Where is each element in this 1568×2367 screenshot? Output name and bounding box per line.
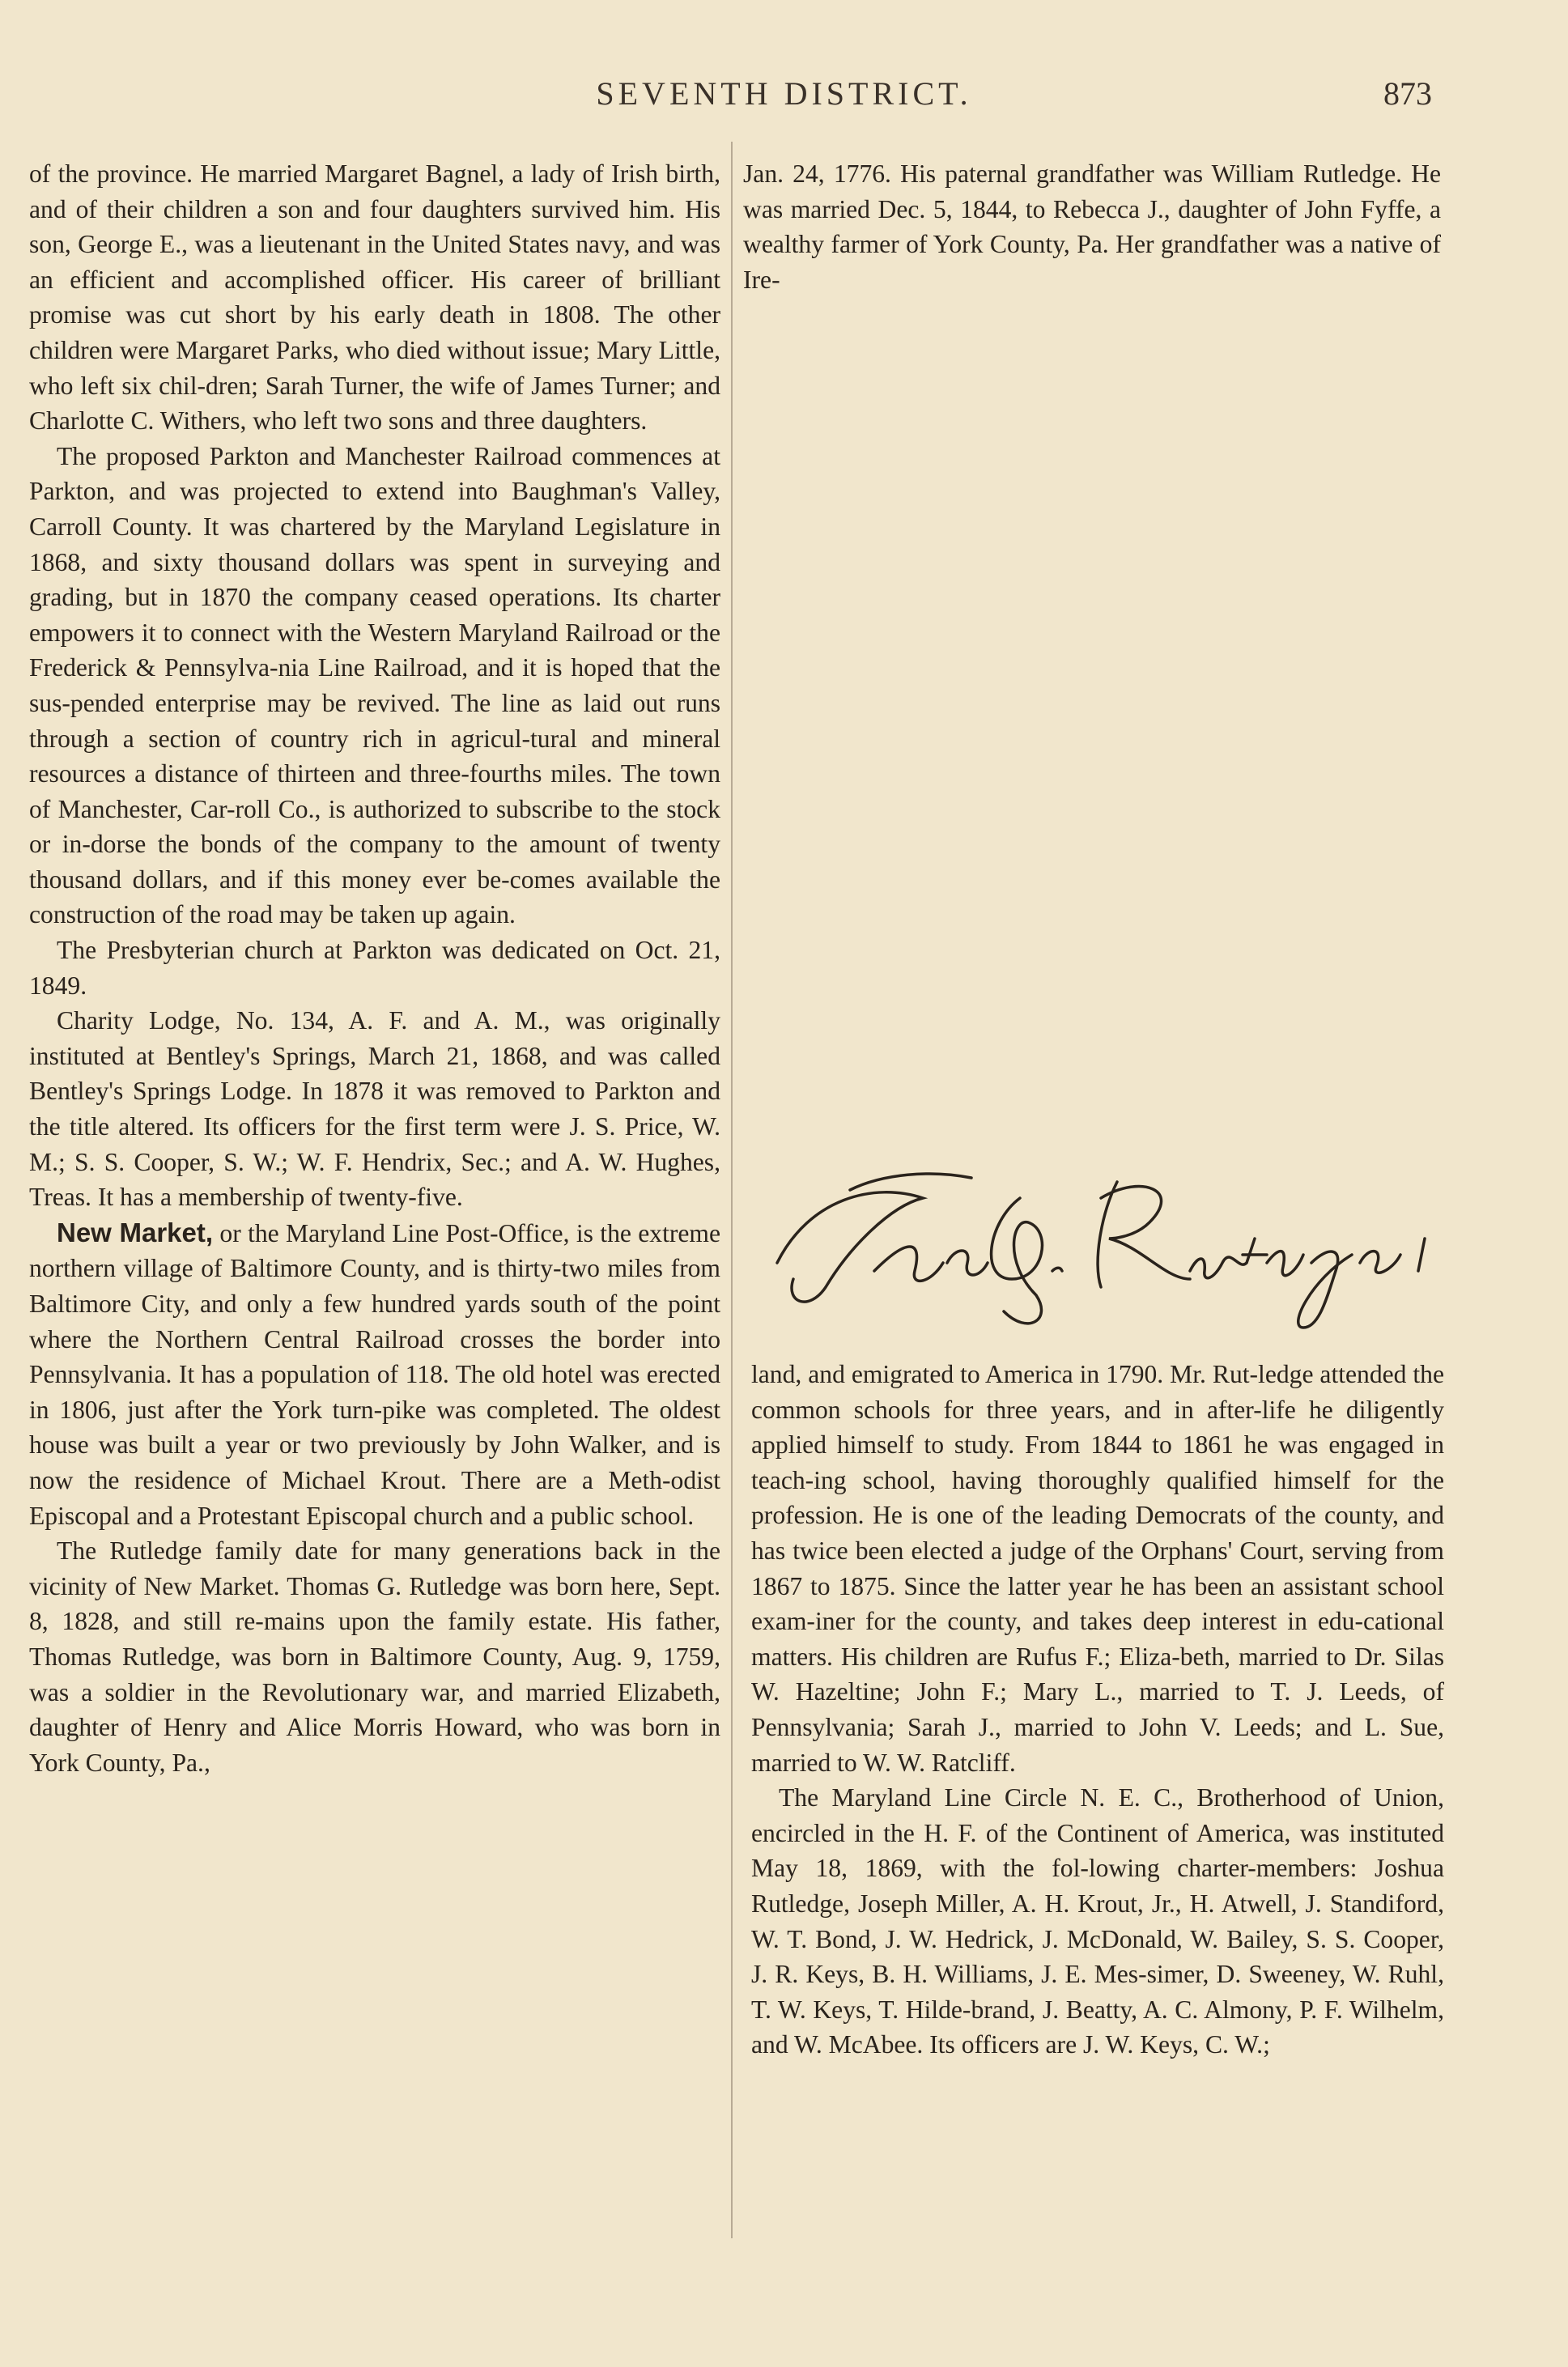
paragraph-text: or the Maryland Line Post-Office, is the extreme northern village of Baltimore County, and is thirty-two miles from Baltimore City, and only a few hundred yards south of the point where the Northern Central Railroad crosses the border into Pennsylvania. It has a population of 118. The old hotel was erected in 1806, just after the York turn-pike was completed. The oldest house was built a year or two previously by John Walker, and is now the residence of Michael Krout. There are a Meth-odist Episcopal and a Protestant Episcopal church and a public school. (29, 1218, 720, 1530)
page-title: SEVENTH DISTRICT. (596, 75, 972, 112)
page-number: 873 (1383, 75, 1432, 112)
paragraph: The Maryland Line Circle N. E. C., Brotherhood of Union, encircled in the H. F. of the Continent of America, was instituted May 18, 1869, with the fol-lowing charter-members: Joshua Rutledge, Joseph Miller, A. H. Krout, Jr., H. Atwell, J. Standiford, W. T. Bond, J. W. Hedrick, J. McDonald, W. Bailey, S. S. Cooper, J. R. Keys, B. H. Williams, J. E. Mes-simer, D. Sweeney, W. Ruhl, T. W. Keys, T. Hilde-brand, J. Beatty, A. C. Almony, P. F. Wilhelm, and W. McAbee. Its officers are J. W. Keys, C. W.; (751, 1783, 1444, 2059)
right-column-bottom (751, 1357, 1444, 2063)
running-head (0, 74, 1568, 123)
left-column (29, 156, 720, 1780)
paragraph: land, and emigrated to America in 1790. Mr. Rut-ledge attended the common schools for three years, and in after-life he diligently applied himself to study. From 1844 to 1861 he was engaged in teach-ing school, having thoroughly qualified himself for the profession. He is one of the leading Democrats of the county, and has twice been elected a judge of the Orphans' Court, serving from 1867 to 1875. Since the latter year he has been an assistant school exam-iner for the county, and takes deep interest in edu-cational matters. His children are Rufus F.; Eliza-beth, married to Dr. Silas W. Hazeltine; John F.; Mary L., married to T. J. Leeds, of Pennsylvania; Sarah J., married to John V. Leeds; and L. Sue, married to W. W. Ratcliff. (751, 1360, 1444, 1777)
paragraph: Charity Lodge, No. 134, A. F. and A. M., was originally instituted at Bentley's Springs, March 21, 1868, and was called Bentley's Springs Lodge. In 1878 it was removed to Parkton and the title altered. Its officers for the first term were J. S. Price, W. M.; S. S. Cooper, S. W.; W. F. Hendrix, Sec.; and A. W. Hughes, Treas. It has a membership of twenty-five. (29, 1006, 720, 1212)
paragraph: Jan. 24, 1776. His paternal grandfather was William Rutledge. He was married Dec. 5, 1844, to Rebecca J., daughter of John Fyffe, a wealthy farmer of York County, Pa. Her grandfather was a native of Ire- (743, 159, 1441, 294)
column-divider (731, 142, 733, 2238)
paragraph: of the province. He married Margaret Bagnel, a lady of Irish birth, and of their children a son and four daughters survived him. His son, George E., was a lieutenant in the United States navy, and was an efficient and accomplished officer. His career of brilliant promise was cut short by his early death in 1808. The other children were Margaret Parks, who died without issue; Mary Little, who left six chil-dren; Sarah Turner, the wife of James Turner; and Charlotte C. Withers, who left two sons and three daughters. (29, 159, 720, 436)
place-heading: New Market, (57, 1217, 214, 1247)
portrait-engraving (765, 340, 1413, 1125)
paragraph: The Rutledge family date for many generations back in the vicinity of New Market. Thomas G. Rutledge was born here, Sept. 8, 1828, and still re-mains upon the family estate. His father, Thomas Rutledge, was born in Baltimore County, Aug. 9, 1759, was a soldier in the Revolutionary war, and married Elizabeth, daughter of Henry and Alice Morris Howard, who was born in York County, Pa., (29, 1536, 720, 1777)
signature-image (761, 1150, 1473, 1336)
paragraph (29, 1215, 720, 1533)
right-column-top (743, 156, 1441, 297)
paragraph: The proposed Parkton and Manchester Railroad commences at Parkton, and was projected to extend into Baughman's Valley, Carroll County. It was chartered by the Maryland Legislature in 1868, and sixty thousand dollars was spent in surveying and grading, but in 1870 the company ceased operations. Its charter empowers it to connect with the Western Maryland Railroad or the Frederick & Pennsylva-nia Line Railroad, and it is hoped that the sus-pended enterprise may be revived. The line as laid out runs through a section of country rich in agricul-tural and mineral resources a distance of thirteen and three-fourths miles. The town of Manchester, Car-roll Co., is authorized to subscribe to the stock or in-dorse the bonds of the company to the amount of twenty thousand dollars, and if this money ever be-comes available the construction of the road may be taken up again. (29, 441, 720, 929)
paragraph: The Presbyterian church at Parkton was dedicated on Oct. 21, 1849. (29, 936, 720, 1000)
